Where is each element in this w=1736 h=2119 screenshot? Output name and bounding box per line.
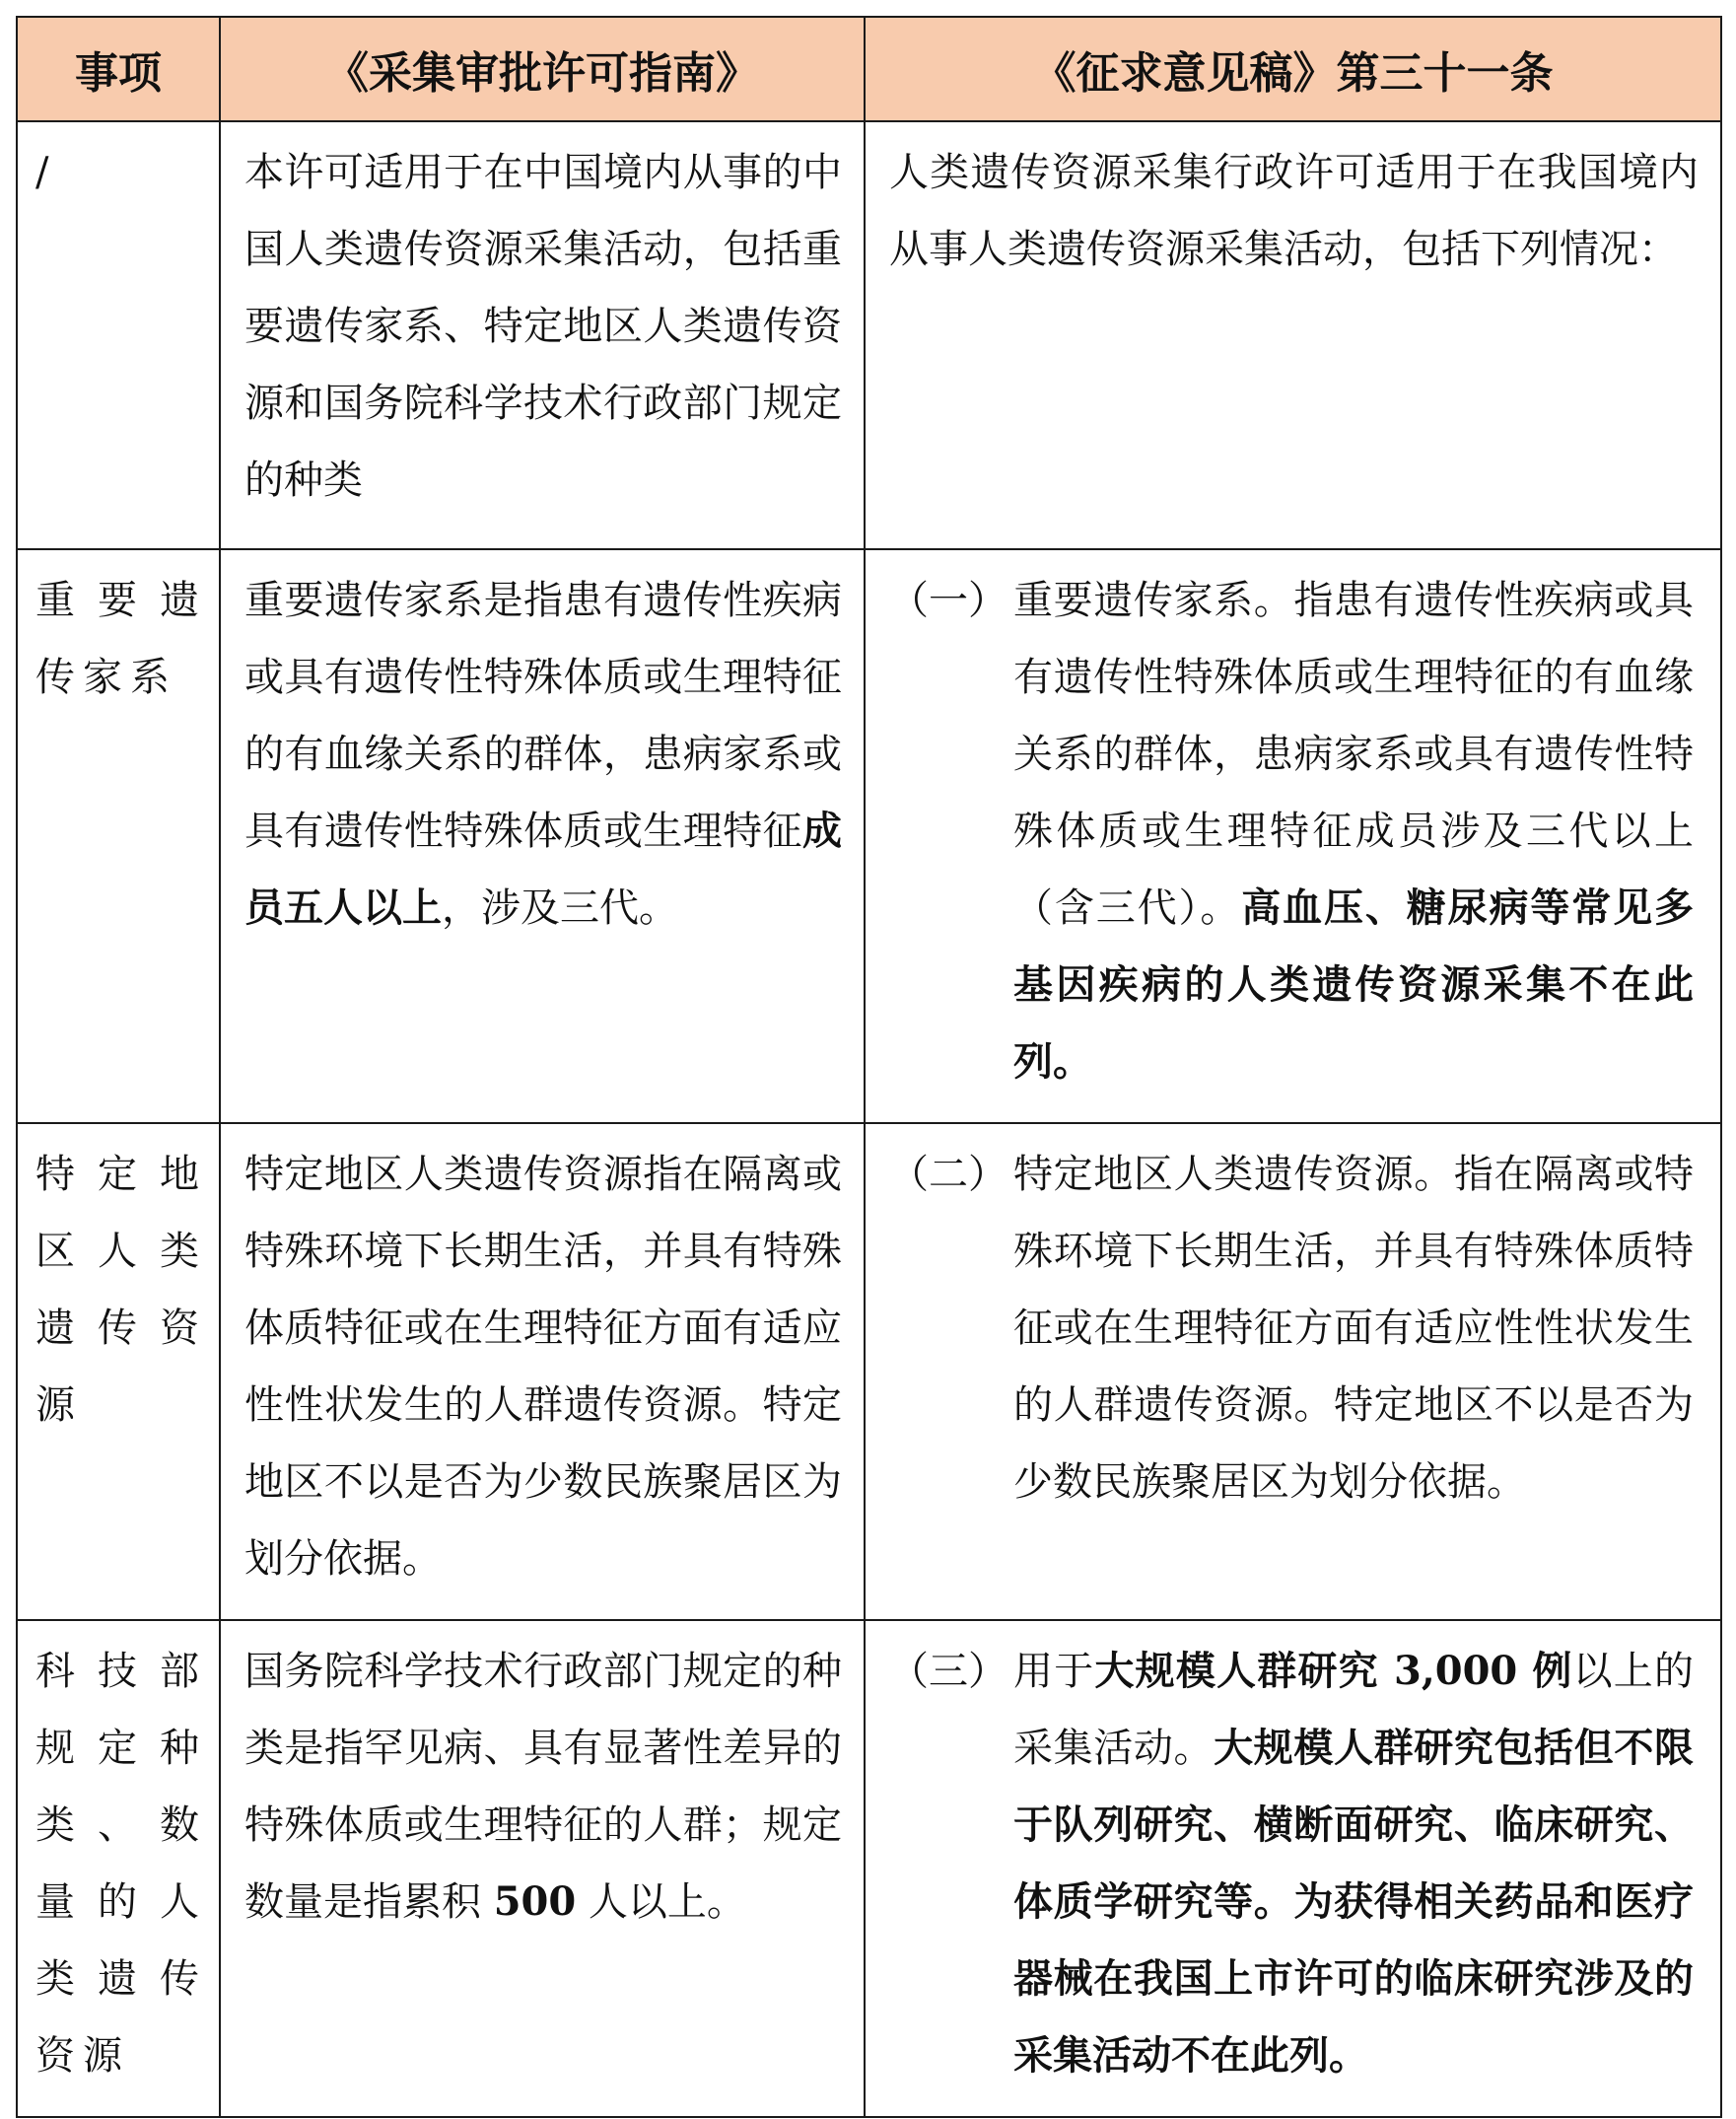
text-run: 人以上。 — [576, 1879, 746, 1925]
guide-cell — [220, 1620, 865, 2117]
item-cell: 重要遗传家系 — [17, 549, 220, 1123]
text-run: 国务院科学技术行政部门规定的种类是指罕见病、具有显著性差异的特殊体质或生理特征的人群；规定数量是指累积 — [244, 1649, 842, 1925]
table-row — [17, 1620, 1721, 2117]
draft-cell — [865, 549, 1721, 1123]
draft-marker: （三） — [889, 1649, 1007, 1694]
text-run: 重要遗传家系是指患有遗传性疾病或具有遗传性特殊体质或生理特征的有血缘关系的群体，患病家系或具有遗传性特殊体质或生理特征 — [244, 578, 842, 854]
bold-text-run: 500 — [493, 1878, 577, 1925]
draft-text — [1013, 1136, 1694, 1520]
guide-cell — [220, 549, 865, 1123]
table-row — [17, 1123, 1721, 1620]
text-run: 本许可适用于在中国境内从事的中国人类遗传资源采集活动，包括重要遗传家系、特定地区人类遗传资源和国务院科学技术行政部门规定的种类 — [244, 150, 842, 503]
guide-cell — [220, 1123, 865, 1620]
draft-marker: （二） — [889, 1152, 1007, 1197]
text-run: 特定地区人类遗传资源指在隔离或特殊环境下长期生活，并具有特殊体质特征或在生理特征方面有适应性性状发生的人群遗传资源。特定地区不以是否为少数民族聚居区为划分依据。 — [244, 1152, 842, 1582]
item-cell: 科技部规定种类、数量的人类遗传资源 — [17, 1620, 220, 2117]
text-run: 以上的采集活动。 — [1013, 1649, 1695, 1771]
header-item: 事项 — [17, 17, 220, 121]
bold-text-run: 大规模人群研究包括但不限于队列研究、横断面研究、临床研究、体质学研究等。为获得相关药品和医疗器械在我国上市许可的临床研究涉及的采集活动不在此列。 — [1013, 1725, 1694, 2079]
draft-text — [889, 150, 1699, 272]
bold-text-run: 大规模人群研究 3,000 例 — [1094, 1648, 1573, 1694]
item-cell: 特定地区人类遗传资源 — [17, 1123, 220, 1620]
table-row — [17, 121, 1721, 549]
text-run: 特定地区人类遗传资源。指在隔离或特殊环境下长期生活，并具有特殊体质特征或在生理特征方面有适应性性状发生的人群遗传资源。特定地区不以是否为少数民族聚居区为划分依据。 — [1013, 1152, 1694, 1505]
header-draft: 《征求意见稿》第三十一条 — [865, 17, 1721, 121]
draft-text — [1013, 562, 1694, 1100]
guide-cell — [220, 121, 865, 549]
draft-text — [1013, 1633, 1694, 2094]
header-guide: 《采集审批许可指南》 — [220, 17, 865, 121]
header-row — [17, 17, 1721, 121]
draft-cell — [865, 1123, 1721, 1620]
draft-marker: （一） — [889, 578, 1007, 623]
item-cell: / — [17, 121, 220, 549]
draft-cell — [865, 121, 1721, 549]
text-run: 用于 — [1013, 1649, 1095, 1694]
text-run: 人类遗传资源采集行政许可适用于在我国境内从事人类遗传资源采集活动，包括下列情况： — [889, 150, 1699, 272]
comparison-table — [16, 16, 1722, 2118]
text-run: ，涉及三代。 — [442, 885, 678, 931]
bold-text-run: 成员五人以上 — [244, 808, 842, 931]
table-row — [17, 549, 1721, 1123]
text-run: 重要遗传家系。指患有遗传性疾病或具有遗传性特殊体质或生理特征的有血缘关系的群体，患病家系或具有遗传性特殊体质或生理特征成员涉及三代以上（含三代）。 — [1013, 578, 1694, 931]
draft-cell — [865, 1620, 1721, 2117]
bold-text-run: 高血压、糖尿病等常见多基因疾病的人类遗传资源采集不在此列。 — [1013, 884, 1694, 1085]
